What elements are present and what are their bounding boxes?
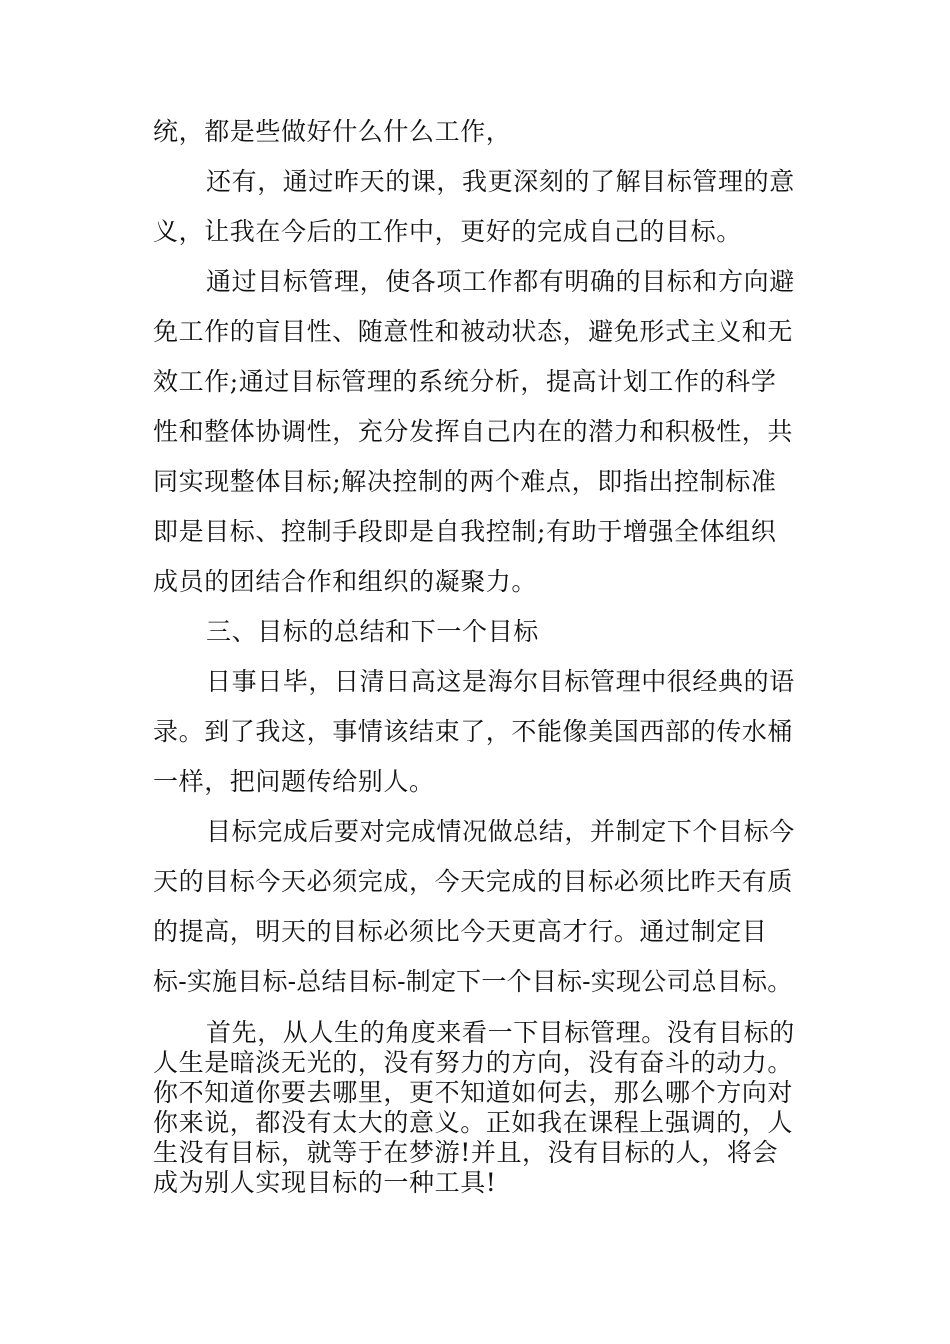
paragraph-7-line-4: 你来说，都没有太大的意义。正如我在课程上强调的，人	[153, 1108, 794, 1137]
paragraph-5-line-1: 日事日毕，日清日高这是海尔目标管理中很经典的语	[206, 667, 795, 696]
paragraph-6-line-2: 天的目标今天必须完成，今天完成的目标必须比昨天有质	[153, 867, 794, 896]
paragraph-7-line-5: 生没有目标，就等于在梦游!并且，没有目标的人，将会	[153, 1138, 779, 1167]
paragraph-3-line-7: 成员的团结合作和组织的凝聚力。	[153, 567, 538, 596]
paragraph-1-line-1: 统，都是些做好什么什么工作，	[153, 117, 512, 146]
paragraph-7-line-3: 你不知道你要去哪里，更不知道如何去，那么哪个方向对	[153, 1078, 794, 1107]
paragraph-3-line-1: 通过目标管理，使各项工作都有明确的目标和方向避	[206, 267, 795, 296]
paragraph-6-line-1: 目标完成后要对完成情况做总结，并制定下个目标今	[206, 817, 795, 846]
paragraph-3-line-6: 即是目标、控制手段即是自我控制;有助于增强全体组织	[153, 517, 777, 546]
paragraph-3-line-2: 免工作的盲目性、随意性和被动状态，避免形式主义和无	[153, 317, 794, 346]
paragraph-3-line-3: 效工作;通过目标管理的系统分析，提高计划工作的科学	[153, 367, 777, 396]
paragraph-2-line-2: 义，让我在今后的工作中，更好的完成自己的目标。	[153, 217, 742, 246]
paragraph-7-line-2: 人生是暗淡无光的，没有努力的方向，没有奋斗的动力。	[153, 1048, 794, 1077]
paragraph-2-line-1: 还有，通过昨天的课，我更深刻的了解目标管理的意	[206, 167, 795, 196]
section-heading: 三、目标的总结和下一个目标	[206, 617, 539, 646]
paragraph-5-line-2: 录。到了我这，事情该结束了，不能像美国西部的传水桶	[153, 717, 794, 746]
paragraph-3-line-5: 同实现整体目标;解决控制的两个难点，即指出控制标准	[153, 467, 777, 496]
paragraph-6-line-4: 标-实施目标-总结目标-制定下一个目标-实现公司总目标。	[153, 967, 793, 996]
paragraph-5-line-3: 一样，把问题传给别人。	[153, 767, 435, 796]
paragraph-7-line-1: 首先，从人生的角度来看一下目标管理。没有目标的	[206, 1018, 795, 1047]
paragraph-3-line-4: 性和整体协调性，充分发挥自己内在的潜力和积极性，共	[153, 417, 794, 446]
paragraph-7-line-6: 成为别人实现目标的一种工具!	[153, 1168, 497, 1197]
paragraph-6-line-3: 的提高，明天的目标必须比今天更高才行。通过制定目	[153, 917, 768, 946]
